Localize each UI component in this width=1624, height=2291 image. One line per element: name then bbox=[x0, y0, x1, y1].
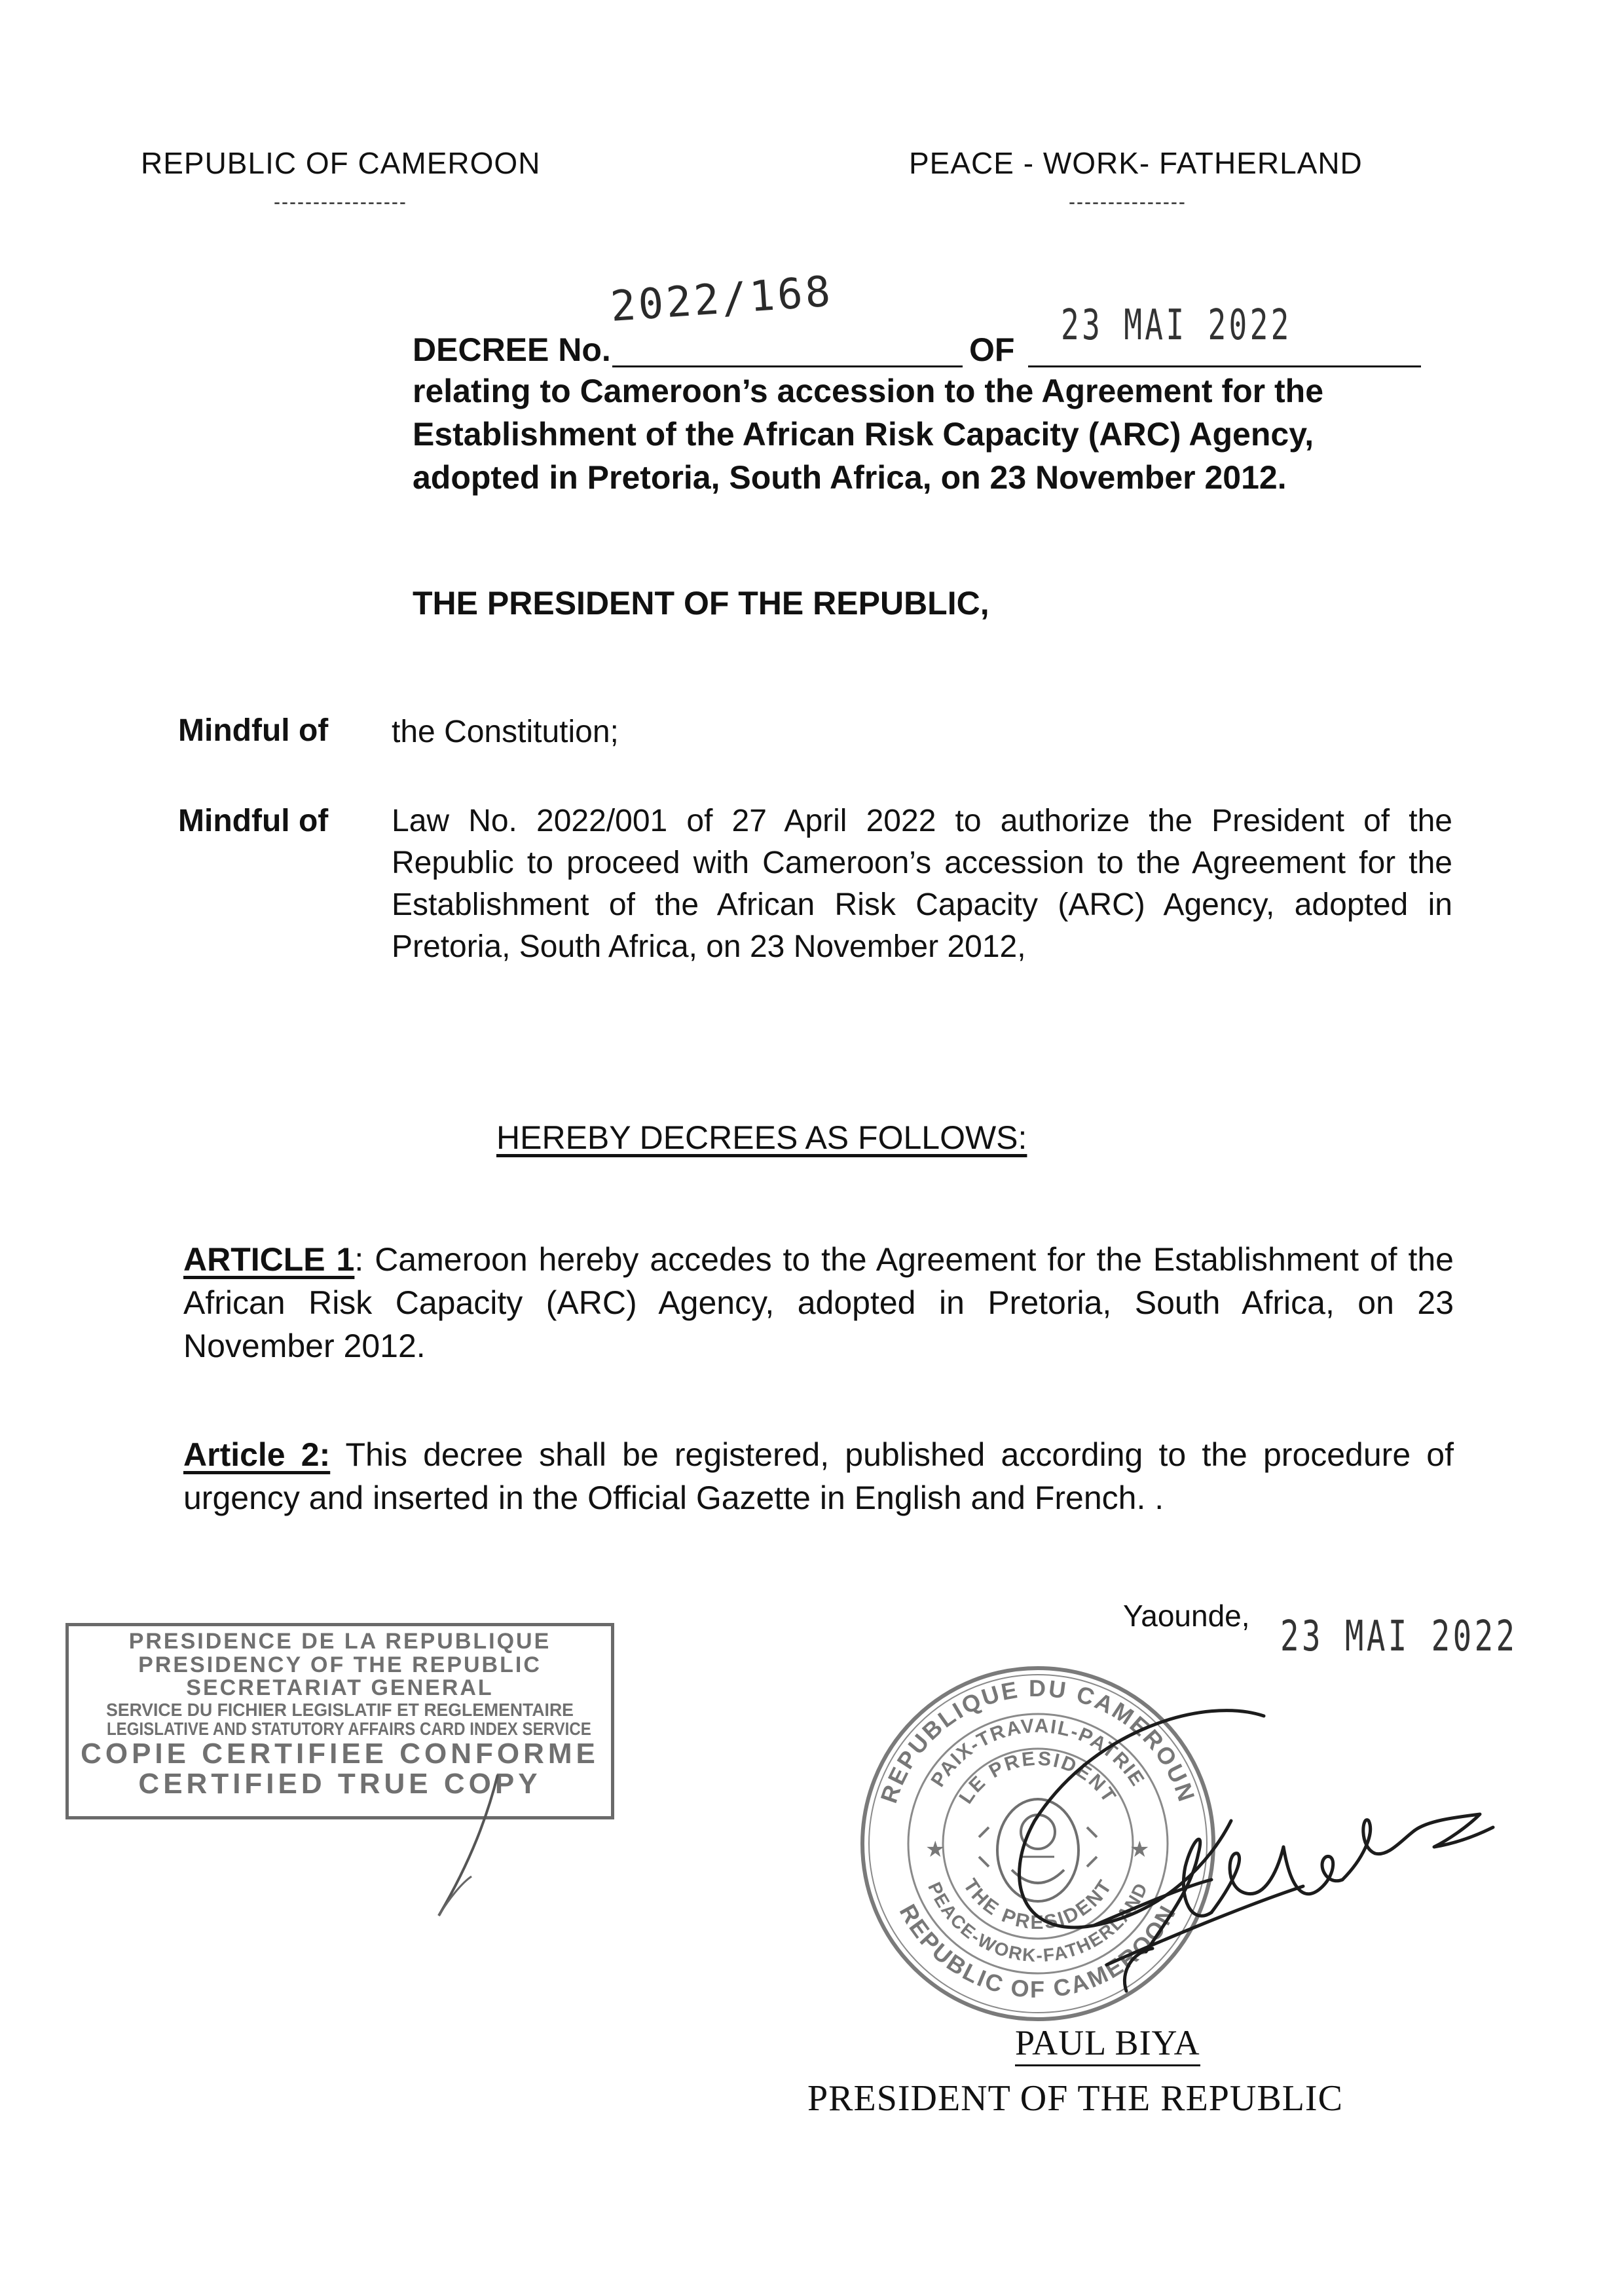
president-heading: THE PRESIDENT OF THE REPUBLIC, bbox=[413, 585, 989, 622]
header-left-dashes: ----------------- bbox=[274, 191, 407, 213]
article-1-label: ARTICLE 1 bbox=[183, 1241, 355, 1278]
decree-title-line: relating to Cameroon’s accession to the Agreement for the bbox=[413, 373, 1324, 409]
decree-of-label: OF bbox=[969, 331, 1015, 368]
stamp-line: PRESIDENCY OF THE REPUBLIC bbox=[138, 1652, 542, 1677]
article-1 bbox=[183, 1238, 1454, 1368]
decrees-heading: HEREBY DECREES AS FOLLOWS: bbox=[496, 1119, 1027, 1156]
article-1-separator: : bbox=[354, 1241, 364, 1278]
mindful-text: the Constitution; bbox=[392, 715, 619, 749]
certification-pen-mark bbox=[426, 1768, 517, 1926]
mindful-label: Mindful of bbox=[178, 713, 329, 748]
header-right-dashes: --------------- bbox=[1069, 191, 1187, 213]
president-signature bbox=[995, 1690, 1506, 2057]
stamp-line: LEGISLATIVE AND STATUTORY AFFAIRS CARD INDEX SERVICE bbox=[106, 1719, 591, 1740]
seal-outer-top-text: REPUBLIQUE DU CAMEROUN bbox=[875, 1674, 1201, 1806]
stamp-line: COPIE CERTIFIEE CONFORME bbox=[81, 1737, 599, 1770]
decree-label: DECREE No. bbox=[413, 331, 611, 368]
decree-date-stamp: 23 MAI 2022 bbox=[1061, 301, 1292, 350]
header-republic: REPUBLIC OF CAMEROON bbox=[141, 146, 541, 180]
seal-inner-bottom-text: PEACE-WORK-FATHERLAND bbox=[924, 1879, 1152, 1966]
stamp-line: SECRETARIAT GENERAL bbox=[186, 1675, 494, 1701]
decree-title-line: Establishment of the African Risk Capacity (ARC) Agency, bbox=[413, 416, 1314, 453]
decree-title-line: adopted in Pretoria, South Africa, on 23 November 2012. bbox=[413, 459, 1287, 496]
seal-star-right-icon: ★ bbox=[1130, 1838, 1150, 1862]
closing-place: Yaounde, bbox=[1123, 1599, 1250, 1633]
signatory-title: PRESIDENT OF THE REPUBLIC bbox=[807, 2078, 1343, 2119]
stamp-line: PRESIDENCE DE LA REPUBLIQUE bbox=[128, 1629, 551, 1654]
article-1-text: Cameroon hereby accedes to the Agreement for the Establishment of the African Risk Capacity (ARC) Agency, adopted in Pretoria, South Africa, on 23 November 2012. bbox=[183, 1241, 1454, 1364]
seal-inner-top-text: PAIX-TRAVAIL-PATRIE bbox=[927, 1715, 1149, 1791]
seal-center-top-text: LE PRESIDENT bbox=[955, 1747, 1121, 1808]
mindful-text: Law No. 2022/001 of 27 April 2022 to authorize the President of the Republic to proceed with Cameroon’s accession to the Agreement for the Establishment of the African Risk Capacity (ARC) Agency, adopted in Pretoria, South Africa, on 23 November 2012, bbox=[392, 804, 1452, 964]
seal-center-bottom-text: THE PRESIDENT bbox=[959, 1874, 1117, 1933]
seal-star-left-icon: ★ bbox=[925, 1838, 946, 1862]
decree-title bbox=[413, 369, 1473, 499]
closing-date-stamp: 23 MAI 2022 bbox=[1280, 1612, 1518, 1661]
article-2-label: Article 2: bbox=[183, 1436, 331, 1473]
article-2 bbox=[183, 1433, 1454, 1519]
stamp-line: SERVICE DU FICHIER LEGISLATIF ET REGLEMENTAIRE bbox=[106, 1700, 574, 1721]
stamp-line: CERTIFIED TRUE COPY bbox=[138, 1768, 542, 1800]
article-2-text: This decree shall be registered, published according to the procedure of urgency and inserted in the Official Gazette in English and French. . bbox=[183, 1436, 1454, 1516]
decree-number-blank bbox=[612, 365, 963, 367]
header-motto: PEACE - WORK- FATHERLAND bbox=[909, 146, 1363, 180]
certified-copy-stamp bbox=[65, 1623, 614, 1819]
mindful-label: Mindful of bbox=[178, 804, 329, 838]
decree-date-blank bbox=[1028, 365, 1421, 367]
decree-number-handwritten: 2022/168 bbox=[608, 267, 835, 331]
signatory-name: PAUL BIYA bbox=[1015, 2022, 1200, 2066]
seal-outer-bottom-text: REPUBLIC OF CAMEROON bbox=[894, 1899, 1182, 2003]
